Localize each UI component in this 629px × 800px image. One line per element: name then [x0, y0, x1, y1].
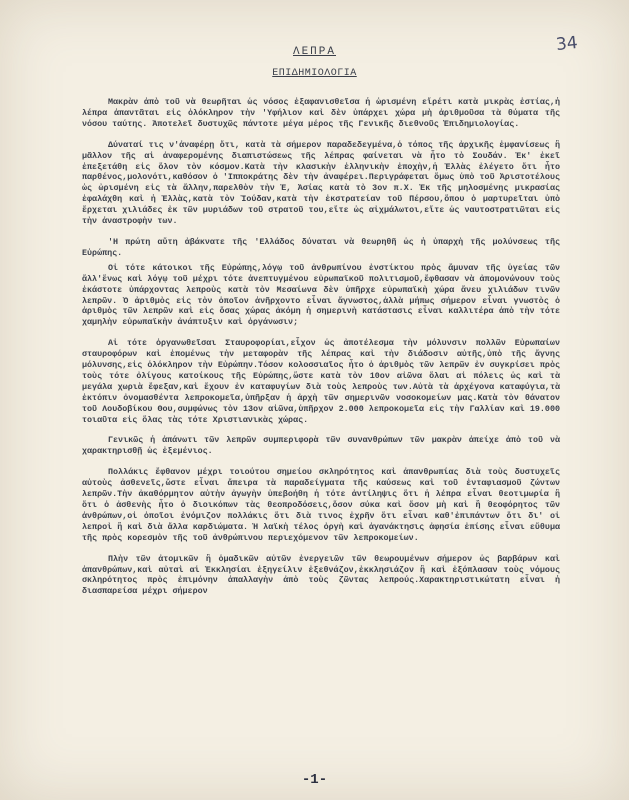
paragraph: Πλὴν τῶν ἀτομικῶν ἢ ὁμαδικῶν αὐτῶν ἐνεργειῶν τῶν θεωρουμένων σήμερον ὡς βαρβάρων καὶ ἀπανθρώπων,καὶ αὐταὶ αἱ Ἐκκλησίαι ἐξηγείλιν ἐξεθνάζον,ἐκκλησιάζον ἢ καὶ ἐξόπλασαν τοὺς νόμους σκληρότητος πρὸς ἐπιμόνην ἀπαλλαγὴν ἀπὸ τοὺς ζῶντας λεπρούς.Χαρακτηριστικώτατη εἶναι ἡ διασπαρείσα μέχρι σήμερον [82, 553, 560, 597]
document-subtitle: ΕΠΙΔΗΜΙΟΛΟΓΙΑ [272, 68, 357, 79]
paragraph: Γενικῶς ἡ ἀπάνωτι τῶν λεπρῶν συμπεριφορὰ τῶν συνανθρώπων τῶν μακρὰν ἀπείχε ἀπὸ τοῦ νὰ χαρακτηρισθῇ ὡς ἐξεμένιος. [82, 435, 560, 457]
footer-page-number: -1- [301, 772, 328, 788]
paragraph: Αἱ τότε ὀργανωθεῖσαι Σταυροφορίαι,εἶχον ὡς ἀποτέλεσμα τὴν μόλυνσιν πολλῶν Εὐρωπαίων σταυροφόρων καὶ ἐπομένως τὴν μεταφορὰν τῆς λέπρας καὶ τὴν διάδοσιν αὐτῆς,ὑπὸ τῆς ἄγνης μόλυνσης,εἰς ὁλόκληρον τὴν Εὐρώπην.Τόσον κολοσσιαῖος ἦτο ὁ ἀριθμὸς τῶν λεπρῶν ἐν συγκρίσει πρὸς τοὺς τότε ὀλίγους κατοίκους τῆς Εὐρώπης,ὥστε κατὰ τὸν 10ον αἰῶνα ὅλαι αἱ πόλεις ὡς καὶ τὰ μεγάλα χωριὰ ἔφεξαν,καὶ ἔχουν ἐν καταφυγίων διὰ τοὺς λεπροὺς των.Αὐτὰ τὰ ἀρχέγονα καταφύγια,τὰ ἐκτόπιν ὀνομασθέντα λεπροκομεῖα,ὑπῆρξαν ἡ ἀρχὴ τῶν σημερινῶν νοσοκομείων μας.Κατὰ τὸν θάνατον τοῦ Λουδοβίκου Θου,συμφώνως τὸν 13ον αἰῶνα,ὑπῆρχον 2.000 λεπροκομεῖα εἰς τὴν Γαλλίαν καὶ 19.000 τοιαῦτα εἰς ὅλας τὰς τότε Χριστιανικὰς χώρας. [82, 338, 560, 425]
paragraph: Δύναταί τις ν'ἀναφέρῃ ὅτι, κατὰ τὰ σήμερον παραδεδεγμένα,ὁ τόπος τῆς ἀρχικῆς ἐμφανίσεως ἢ μᾶλλον τῆς αἱ ἀναφερομένης διαπιστώσεως τῆς λέπρας φαίνεται νὰ ἦτο τὸ Σουδάν. Ἐκ' ἐκεῖ ἐπεξετάθη εἰς ὅλον τὸν κόσμον.Κατὰ τὴν κλασικὴν ἑλληνικὴν ἐποχὴν,ἡ Ἑλλὰς ἐλέγετο ὅτι ἦτο παρθένος,μολονότι,καθόσον ὁ 'Ιπποκράτης δὲν τὴν ἀναφέρει.Περιγράφεται ὅμως ὑπὸ τοῦ Ἀριστοτέλους ὡς ὠρισμένη εἰς τὰ ἄλλην,παρελθὸν τὴν Ἑ, Ἀσίας κατὰ τὸ 3ον π.Χ. Ἐκ τῆς μηλοσμένης μικρασίας ἐφαλάχθη καὶ ἡ Ἑλλὰς,κατὰ τὸν Ἰούδαν,κατὰ τὴν ἐκστρατείαν τοῦ Πέρσου,ὅπου ὁ μαρτυρεῖται ὑπὸ ἔρχεται χιλιάδες ἐκ τῶν μυριάδων τοῦ στρατοῦ του,εἴτε ὡς αἰχμάλωτοι,εἴτε ὡς ναυτοστρατιῶται εἰς τὴν ἀναστροφὴν των. [82, 139, 560, 227]
paragraph: 'Η πρώτη αὕτη ἀβάκνατε τῆς 'Ελλάδος δύναται νὰ θεωρηθῆ ὡς ἡ ὑπαρχὴ τῆς μολύνσεως τῆς Εὐρώπης. [82, 236, 560, 258]
document-body [82, 97, 560, 607]
paragraph: Μακρὰν ἀπὸ τοῦ νὰ θεωρῆται ὡς νόσος ἐξαφανισθεῖσα ἡ ὠρισμένη εἴρέτι κατὰ μικρὰς ἑστίας,ἡ λέπρα ἀπαντᾶται εἰς ὁλόκληρον τὴν 'Υφήλιον καὶ δὲν ὑπάρχει χώρα μὴ ἀριθμοῦσα τὰ θύματα τῆς νόσου ταύτης. Ἀποτελεῖ δυστυχῶς πάντοτε μέγα μέρος τῆς Γενικῆς διεθνοῦς Ἐπιδημιολογίας. [82, 97, 560, 129]
paragraph: Οἱ τότε κάτοικοι τῆς Εὐρώπης,λόγῳ τοῦ ἀνθρωπίνου ἐνστίκτου πρὸς ἄμυναν τῆς ὑγείας τῶν ἄλλ'ἕνως καὶ λόγῳ τοῦ μέχρι τότε ἀνεπτυγμένου εὐρωπαϊκοῦ πολιτισμοῦ,ἔφθασαν νὰ ἀπομονώνουν τοὺς ἑκάστοτε ὑπάρχοντας λεπροὺς κατὰ τὸν Μεσαίωνα δὲν ὑπῆρχε εὐρωπαϊκὴ χώρα ἄνευ χιλιάδων τινῶν λεπρῶν. Ὁ ἀριθμὸς εἰς τὸν ὁποῖον ἀνῆρχοντο εἶναι ἄγνωστος,ἀλλὰ μήπως σήμερον εἶναι γνωστὸς ὁ ἀριθμὸς τῶν λεπρῶν καὶ εἰς ὅσας χώρας ἀκόμη ἡ σημερινὴ κατάστασις εἶναι καλλιτέρα ἀπὸ τὴν τότε χαμηλὴν εὐρωπαϊκὴν ἀνάπτυξιν καὶ ὀργάνωσιν; [82, 262, 560, 328]
handwritten-page-number: 34 [555, 32, 579, 56]
paragraph: Πολλάκις ἔφθανον μέχρι τοιούτου σημείου σκληρότητος καὶ ἀπανθρωπίας διὰ τοὺς δυστυχεῖς αὐτοὺς ἀσθενεῖς,ὥστε εἶναι ἄπειρα τὰ παραδείγματα τῆς καύσεως καὶ τοῦ ἐνταφιασμοῦ ζώντων λεπρῶν.Τὴν ἀκαθόρμητον αὐτὴν ἀγωγὴν ὑπεβοήθη ἡ τότε ἀντίληψις ὅτι ἡ λέπρα εἶναι θεοτιμωρία ἢ ὅτι ὁ ἀσθενὴς ἦτο ὁ διοικόπων τὰς θεοπροδόσεις,ὅσον σύκα καὶ ὅσον μὴ καὶ ἢ θεοφόρητος τῶν ἀνθρώπων,οἱ ὁποῖοι ἐνόμιζον πολλάκις ὅτι διὰ τινος ἐχρῆν ὅτι εἶναι καθ'ἐπιπάντων ὅτι δι' οἱ λεπροὶ ἢ καὶ διὰ ἄλλα καρδιώματα. Ἡ λαϊκὴ τέλος ὀργὴ καὶ ἀγανάκτησις ἀφησία ἐπίσης εἶναι εὔθυμα τῆς πρὸς κορεσμὸν τῆς τοῦ ἀνθρώπινου περιεχόμενον τῶν λεπροκομείων. [82, 467, 560, 543]
document-title: ΛΕΠΡΑ [292, 46, 336, 58]
